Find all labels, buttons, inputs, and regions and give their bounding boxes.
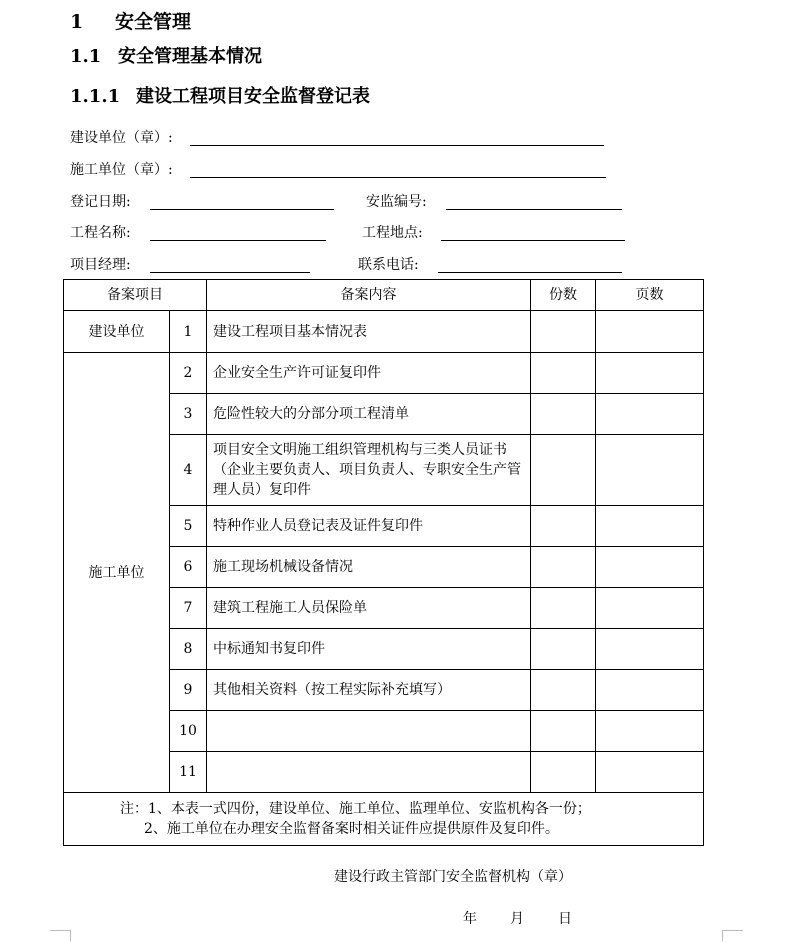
note-line-2: 2、施工单位在办理安全监督备案时相关证件应提供原件及复印件。 [144, 821, 559, 837]
field-builder-label: 建设单位（章）: [70, 130, 173, 146]
table-note [64, 793, 704, 846]
heading-1-text: 安全管理 [115, 11, 192, 33]
row-content: 施工现场机械设备情况 [207, 547, 531, 588]
heading-2 [70, 42, 262, 68]
date-year: 年 [463, 911, 477, 927]
row-content: 建设工程项目基本情况表 [207, 311, 531, 353]
heading-1-number: 1 [70, 11, 84, 33]
header-copies: 份数 [531, 280, 596, 311]
group-builder: 建设单位 [64, 311, 170, 353]
copies-cell[interactable] [531, 547, 596, 588]
field-phone [358, 256, 419, 274]
copies-cell[interactable] [531, 311, 596, 353]
row-content: 特种作业人员登记表及证件复印件 [207, 506, 531, 547]
field-project-manager-input[interactable] [150, 256, 310, 276]
heading-3-text: 建设工程项目安全监督登记表 [136, 86, 370, 107]
field-reg-date-input[interactable] [150, 193, 334, 213]
header-filing-item: 备案项目 [64, 280, 207, 311]
field-builder-input[interactable] [190, 129, 604, 149]
copies-cell[interactable] [531, 711, 596, 752]
row-number: 2 [170, 353, 207, 394]
field-project-name [70, 224, 131, 242]
header-filing-content: 备案内容 [207, 280, 531, 311]
copies-cell[interactable] [531, 506, 596, 547]
heading-2-number: 1.1 [70, 46, 102, 67]
pages-cell[interactable] [596, 629, 704, 670]
pages-cell[interactable] [596, 711, 704, 752]
field-builder [70, 129, 173, 147]
heading-2-text: 安全管理基本情况 [118, 46, 262, 67]
field-safety-no-label: 安监编号: [366, 194, 427, 210]
registration-table [63, 279, 704, 846]
row-content[interactable] [207, 752, 531, 793]
pages-cell[interactable] [596, 588, 704, 629]
pages-cell[interactable] [596, 752, 704, 793]
row-number: 9 [170, 670, 207, 711]
field-safety-no [366, 193, 427, 211]
copies-cell[interactable] [531, 752, 596, 793]
row-number: 6 [170, 547, 207, 588]
row-number: 8 [170, 629, 207, 670]
note-line-1: 注：1、本表一式四份，建设单位、施工单位、监理单位、安监机构各一份； [120, 801, 591, 817]
corner-mark-left [50, 930, 71, 941]
field-project-site [362, 224, 423, 242]
pages-cell[interactable] [596, 670, 704, 711]
field-project-site-input[interactable] [441, 224, 625, 244]
row-number: 5 [170, 506, 207, 547]
row-content: 企业安全生产许可证复印件 [207, 353, 531, 394]
date-day: 日 [558, 911, 572, 927]
field-contractor-label: 施工单位（章）: [70, 162, 173, 178]
table-header-row [64, 280, 704, 311]
row-content: 其他相关资料（按工程实际补充填写） [207, 670, 531, 711]
field-phone-label: 联系电话: [358, 257, 419, 273]
date-month: 月 [510, 911, 524, 927]
field-project-name-input[interactable] [150, 224, 326, 244]
heading-1 [70, 7, 191, 34]
row-number: 10 [170, 711, 207, 752]
copies-cell[interactable] [531, 435, 596, 506]
field-project-name-label: 工程名称: [70, 225, 131, 241]
row-content: 项目安全文明施工组织管理机构与三类人员证书（企业主要负责人、项目负责人、专职安全生产管理人员）复印件 [207, 435, 531, 506]
copies-cell[interactable] [531, 670, 596, 711]
table-row [64, 353, 704, 394]
row-content: 危险性较大的分部分项工程清单 [207, 394, 531, 435]
copies-cell[interactable] [531, 588, 596, 629]
signature-org: 建设行政主管部门安全监督机构（章） [334, 869, 572, 885]
row-number: 3 [170, 394, 207, 435]
field-project-manager [70, 256, 131, 274]
pages-cell[interactable] [596, 435, 704, 506]
row-number: 1 [170, 311, 207, 353]
pages-cell[interactable] [596, 547, 704, 588]
field-phone-input[interactable] [438, 256, 622, 276]
pages-cell[interactable] [596, 311, 704, 353]
group-contractor: 施工单位 [64, 353, 170, 793]
pages-cell[interactable] [596, 394, 704, 435]
row-content[interactable] [207, 711, 531, 752]
row-content: 中标通知书复印件 [207, 629, 531, 670]
row-content: 建筑工程施工人员保险单 [207, 588, 531, 629]
field-contractor [70, 161, 173, 179]
copies-cell[interactable] [531, 394, 596, 435]
row-number: 11 [170, 752, 207, 793]
table-row [64, 311, 704, 353]
heading-3 [70, 82, 370, 108]
field-project-manager-label: 项目经理: [70, 257, 131, 273]
copies-cell[interactable] [531, 629, 596, 670]
field-reg-date-label: 登记日期: [70, 194, 131, 210]
heading-3-number: 1.1.1 [70, 86, 121, 107]
copies-cell[interactable] [531, 353, 596, 394]
pages-cell[interactable] [596, 506, 704, 547]
pages-cell[interactable] [596, 353, 704, 394]
row-number: 4 [170, 435, 207, 506]
field-project-site-label: 工程地点: [362, 225, 423, 241]
field-safety-no-input[interactable] [446, 193, 622, 213]
table-note-row [64, 793, 704, 846]
header-pages: 页数 [596, 280, 704, 311]
field-reg-date [70, 193, 131, 211]
field-contractor-input[interactable] [190, 161, 606, 181]
row-number: 7 [170, 588, 207, 629]
corner-mark-right [722, 930, 743, 941]
